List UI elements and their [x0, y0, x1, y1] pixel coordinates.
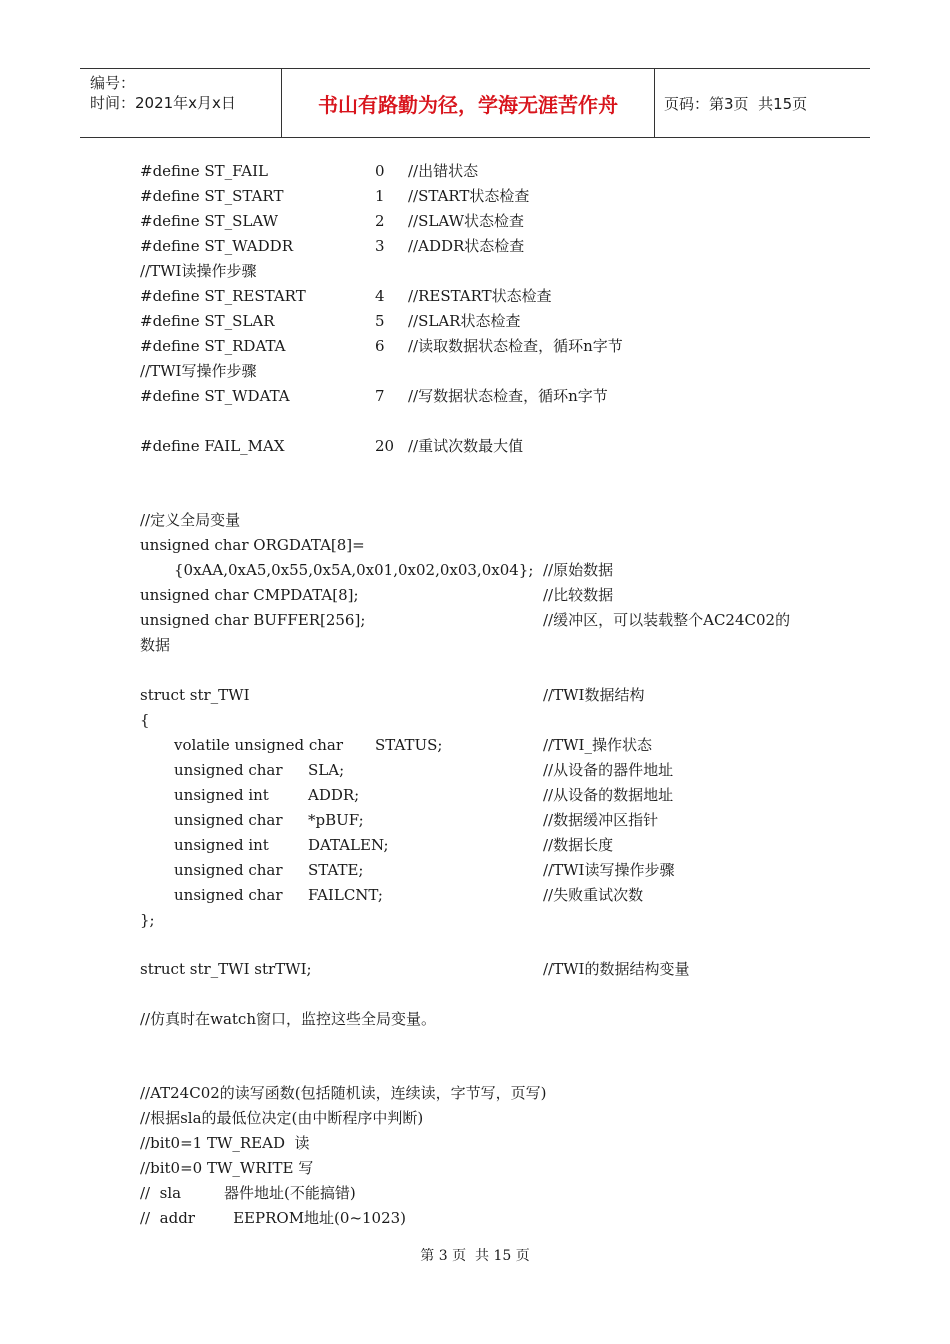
code-comment: //数据缓冲区指针: [543, 811, 659, 829]
define-value: 6: [375, 337, 385, 355]
code-comment: //ADDR状态检查: [408, 237, 525, 255]
code-comment-line: // addr EEPROM地址(0~1023): [140, 1209, 407, 1227]
date-label: 时间：2021年x月x日: [90, 94, 236, 112]
code-line: unsigned char ORGDATA[8]=: [140, 536, 365, 554]
member-type: unsigned int: [174, 786, 269, 804]
code-line: #define FAIL_MAX: [140, 437, 285, 455]
member-name: FAILCNT;: [308, 886, 383, 904]
code-comment: //TWI数据结构: [543, 686, 645, 704]
code-comment-line: //AT24C02的读写函数(包括随机读，连续读，字节写，页写): [140, 1084, 547, 1102]
code-comment: //写数据状态检查，循环n字节: [408, 387, 608, 405]
define-value: 0: [375, 162, 385, 180]
code-line: unsigned char BUFFER[256];: [140, 611, 366, 629]
code-line: #define ST_SLAR: [140, 312, 275, 330]
code-comment: //TWI的数据结构变量: [543, 960, 690, 978]
define-value: 1: [375, 187, 385, 205]
code-comment: //RESTART状态检查: [408, 287, 552, 305]
code-comment-line: //bit0=0 TW_WRITE 写: [140, 1159, 314, 1177]
code-comment: //从设备的器件地址: [543, 761, 674, 779]
code-line: {0xAA,0xA5,0x55,0x5A,0x01,0x02,0x03,0x04};: [174, 561, 534, 579]
code-comment: //数据长度: [543, 836, 614, 854]
member-type: unsigned char: [174, 761, 283, 779]
code-comment: //读取数据状态检查，循环n字节: [408, 337, 623, 355]
code-comment-line: //TWI写操作步骤: [140, 362, 257, 380]
member-type: unsigned char: [174, 886, 283, 904]
code-comment: //TWI_操作状态: [543, 736, 652, 754]
code-line: #define ST_SLAW: [140, 212, 279, 230]
member-type: unsigned int: [174, 836, 269, 854]
code-comment-line: //根据sla的最低位决定(由中断程序中判断): [140, 1109, 424, 1127]
code-comment: //原始数据: [543, 561, 614, 579]
code-line: #define ST_WDATA: [140, 387, 290, 405]
code-comment-line: // sla 器件地址(不能搞错): [140, 1184, 356, 1202]
member-name: DATALEN;: [308, 836, 389, 854]
code-comment: //TWI读写操作步骤: [543, 861, 675, 879]
code-line: struct str_TWI: [140, 686, 250, 704]
code-comment: //START状态检查: [408, 187, 530, 205]
code-comment: //从设备的数据地址: [543, 786, 674, 804]
page-info: 页码：第3页 共15页: [664, 94, 808, 113]
define-value: 7: [375, 387, 385, 405]
motto: 书山有路勤为径，学海无涯苦作舟: [282, 69, 655, 137]
page-footer: 第 3 页 共 15 页: [420, 1248, 530, 1264]
code-line: #define ST_RESTART: [140, 287, 306, 305]
header-left-cell: [80, 69, 282, 137]
code-line: #define ST_FAIL: [140, 162, 268, 180]
define-value: 20: [375, 437, 395, 455]
code-comment: //失败重试次数: [543, 886, 644, 904]
member-type: volatile unsigned char: [174, 736, 344, 754]
code-comment-line: //仿真时在watch窗口，监控这些全局变量。: [140, 1010, 436, 1028]
code-comment-continuation: 数据: [140, 636, 171, 654]
code-line: #define ST_WADDR: [140, 237, 293, 255]
code-line: struct str_TWI strTWI;: [140, 960, 312, 978]
member-name: ADDR;: [308, 786, 360, 804]
member-name: SLA;: [308, 761, 345, 779]
define-value: 3: [375, 237, 385, 255]
code-comment-line: //bit0=1 TW_READ 读: [140, 1134, 310, 1152]
define-value: 4: [375, 287, 385, 305]
define-value: 5: [375, 312, 385, 330]
code-comment: //缓冲区，可以装载整个AC24C02的: [543, 611, 791, 629]
code-line: };: [140, 911, 155, 929]
member-type: unsigned char: [174, 811, 283, 829]
member-name: STATE;: [308, 861, 364, 879]
code-line: unsigned char CMPDATA[8];: [140, 586, 359, 604]
member-type: unsigned char: [174, 861, 283, 879]
member-name: STATUS;: [375, 736, 443, 754]
code-line: {: [140, 711, 150, 729]
number-label: 编号：: [90, 74, 136, 92]
code-comment: //SLAW状态检查: [408, 212, 524, 230]
code-line: #define ST_RDATA: [140, 337, 286, 355]
code-comment: //比较数据: [543, 586, 614, 604]
page-header: [80, 68, 870, 138]
code-comment-line: //TWI读操作步骤: [140, 262, 257, 280]
member-name: *pBUF;: [308, 811, 364, 829]
code-comment-line: //定义全局变量: [140, 511, 241, 529]
code-comment: //重试次数最大值: [408, 437, 524, 455]
code-line: #define ST_START: [140, 187, 284, 205]
code-comment: //出错状态: [408, 162, 479, 180]
define-value: 2: [375, 212, 385, 230]
code-comment: //SLAR状态检查: [408, 312, 521, 330]
